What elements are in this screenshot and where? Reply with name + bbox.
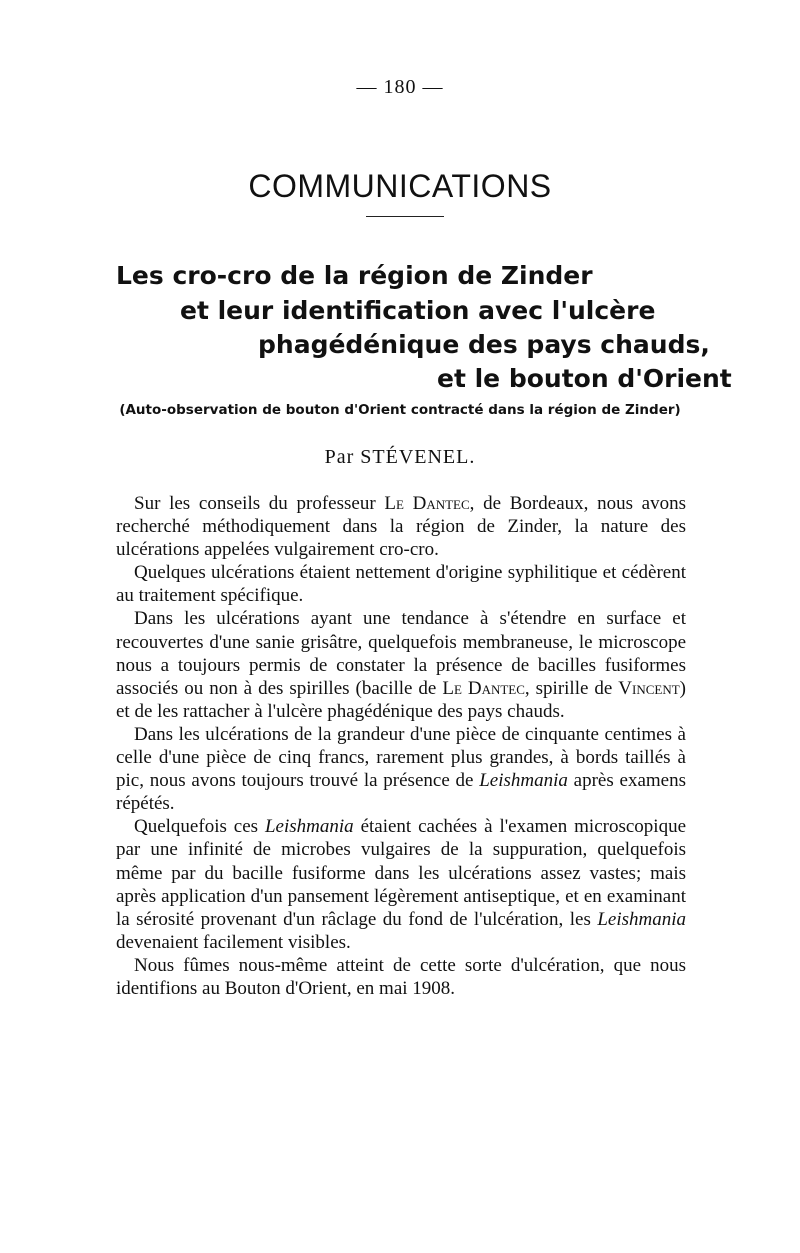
section-title: COMMUNICATIONS xyxy=(248,168,552,204)
paragraph-1: Sur les conseils du professeur Le Dantec, de Bordeaux, nous avons recherché méthodiquement dans la région de Zinder, la nature des ulcérations appelées vulgairement cro-cro. xyxy=(116,493,686,561)
paragraph-2: Quelques ulcérations étaient nettement d'origine syphilitique et cédèrent au traitement spécifique. xyxy=(116,562,686,607)
article-title-line-1: Les cro-cro de la région de Zinder xyxy=(116,261,593,290)
article-title-line-3: phagédénique des pays chauds, xyxy=(258,330,710,359)
name-le-dantec: Le Dantec xyxy=(442,677,525,699)
article-title-line-2: et leur identification avec l'ulcère xyxy=(180,296,656,325)
author-byline: Par STÉVENEL. xyxy=(324,446,476,468)
article-title-line-4: et le bouton d'Orient xyxy=(437,364,732,393)
page-number: — 180 — xyxy=(356,76,444,98)
paragraph-5: Quelquefois ces Leishmania étaient cachées à l'examen microscopique par une infinité de microbes vulgaires de la suppuration, quelquefois même par du bacille fusiforme dans les ulcérations assez vastes; mais après application d'un pansement légèrement antiseptique, et en examinant la sérosité provenant d'un râclage du fond de l'ulcération, les Leishmania devenaient facilement visibles. xyxy=(116,816,686,953)
title-divider xyxy=(366,216,444,217)
article-subtitle: (Auto-observation de bouton d'Orient contracté dans la région de Zinder) xyxy=(119,402,681,418)
term-leishmania: Leishmania xyxy=(479,770,568,792)
term-leishmania: Leishmania xyxy=(264,816,354,838)
paragraph-4: Dans les ulcérations de la grandeur d'une pièce de cinquante centimes à celle d'une pièce de cinq francs, rarement plus grandes, à bords taillés à pic, nous avons toujours trouvé la présence de Leishmania après examens répétés. xyxy=(116,723,686,815)
name-le-dantec: Le Dantec xyxy=(384,493,470,514)
paragraph-6: Nous fûmes nous-même atteint de cette sorte d'ulcération, que nous identifions au Bouton d'Orient, en mai 1908. xyxy=(116,954,686,999)
name-vincent: Vincent xyxy=(618,677,680,699)
paragraph-3: Dans les ulcérations ayant une tendance à s'étendre en surface et recouvertes d'une sanie grisâtre, quelquefois membraneuse, le microscope nous a toujours permis de constater la présence de bacilles fusiformes associés ou non à des spirilles (bacille de Le Dantec, spirille de Vincent) et de les rattacher à l'ulcère phagédénique des pays chauds. xyxy=(116,608,686,722)
article-body xyxy=(116,492,686,1000)
term-leishmania: Leishmania xyxy=(597,908,686,930)
